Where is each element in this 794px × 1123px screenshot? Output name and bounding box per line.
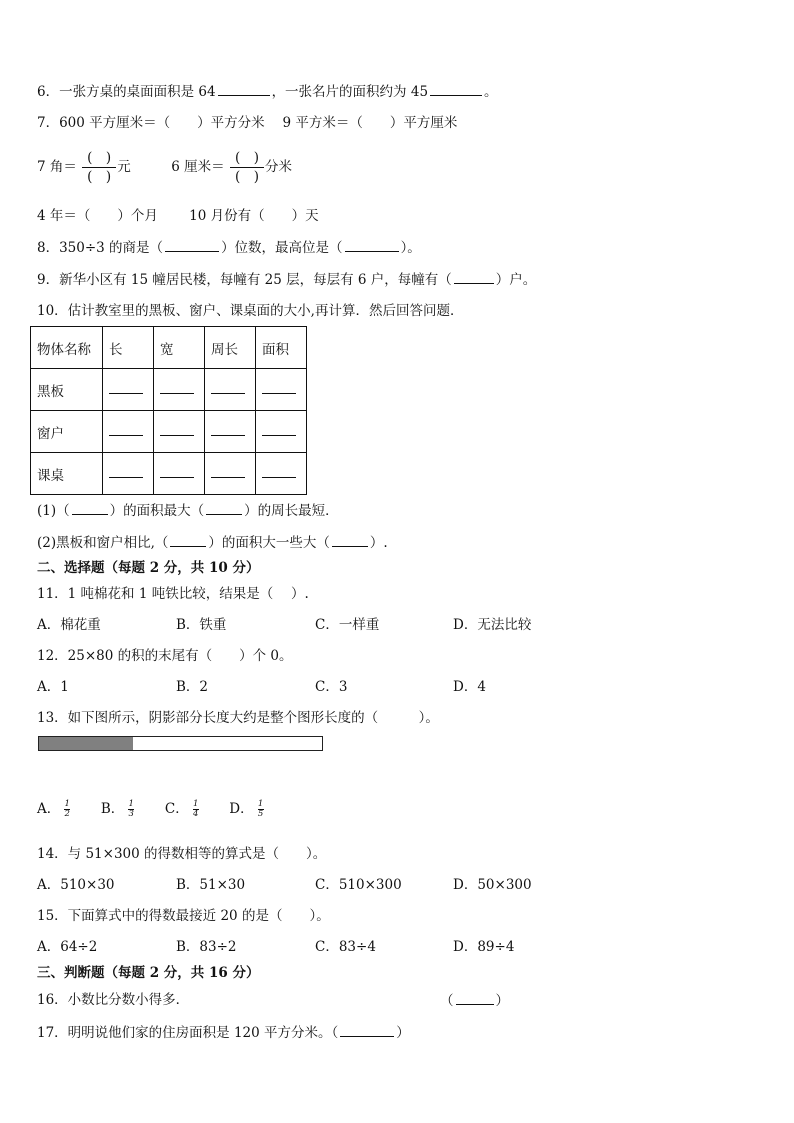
q6-blank-2[interactable]	[430, 81, 482, 96]
question-10-sub-2	[37, 532, 388, 553]
row-label: 课桌	[31, 453, 103, 495]
question-12: 12．25×80 的积的末尾有（ ）个 0。	[37, 648, 293, 664]
question-17	[37, 1022, 410, 1043]
answer-blank[interactable]	[109, 423, 143, 436]
q17-text-2: ）	[396, 1025, 410, 1041]
q12-option-b[interactable]: B．2	[176, 679, 209, 695]
option-fraction	[258, 800, 264, 819]
q10s1-text-3: ）的周长最短．	[244, 503, 339, 519]
question-7-line-2	[37, 149, 292, 186]
q13-option-d[interactable]	[229, 801, 263, 817]
q12-option-d[interactable]: D．4	[453, 679, 486, 695]
q11-option-d[interactable]: D．无法比较	[453, 617, 532, 633]
option-label: A．	[37, 801, 61, 817]
question-11: 11．1 吨棉花和 1 吨铁比较，结果是（ ）.	[37, 586, 309, 602]
q14-option-b[interactable]: B．51×30	[176, 877, 246, 893]
q11-option-c[interactable]: C．一样重	[315, 617, 380, 633]
q10s1-blank-2[interactable]	[206, 500, 242, 515]
answer-blank[interactable]	[211, 423, 245, 436]
shaded-portion	[39, 737, 133, 750]
q7-fraction-2	[230, 149, 264, 186]
fraction-denominator: 5	[257, 809, 264, 819]
fraction-denominator[interactable]: ( )	[234, 169, 259, 185]
question-8	[37, 237, 421, 258]
answer-blank[interactable]	[160, 465, 194, 478]
option-label: D．	[229, 801, 254, 817]
q10s1-text-2: ）的面积最大（	[109, 503, 205, 519]
q7-frac2-prefix: 6 厘米＝	[171, 159, 225, 175]
q13-option-c[interactable]	[165, 801, 199, 817]
fraction-numerator[interactable]: ( )	[87, 150, 112, 166]
q16-answer	[440, 990, 509, 1011]
question-10-sub-1	[37, 500, 339, 521]
question-14: 14．与 51×300 的得数相等的算式是（ ）。	[37, 846, 327, 862]
estimate-table	[30, 326, 307, 495]
fraction-numerator: 1	[64, 799, 70, 809]
table-row	[31, 369, 307, 411]
q17-text-1: 17．明明说他们家的住房面积是 120 平方分米。（	[37, 1025, 339, 1041]
q16-blank[interactable]	[456, 990, 494, 1005]
fraction-numerator[interactable]: ( )	[234, 150, 259, 166]
paren-close: ）	[495, 993, 509, 1009]
q10s2-text-2: ）的面积大一些大（	[208, 535, 330, 551]
table-row	[31, 453, 307, 495]
q7-frac2-suffix: 分米	[264, 159, 292, 175]
answer-blank[interactable]	[160, 423, 194, 436]
q15-option-a[interactable]: A．64÷2	[37, 939, 98, 955]
q15-option-b[interactable]: B．83÷2	[176, 939, 237, 955]
answer-blank[interactable]	[160, 381, 194, 394]
q12-option-a[interactable]: A．1	[37, 679, 69, 695]
answer-blank[interactable]	[211, 381, 245, 394]
q17-blank[interactable]	[340, 1022, 394, 1037]
q10s1-blank-1[interactable]	[72, 500, 108, 515]
question-9	[37, 269, 536, 290]
answer-blank[interactable]	[262, 423, 296, 436]
q11-option-a[interactable]: A．棉花重	[37, 617, 101, 633]
table-header-cell: 长	[103, 327, 154, 369]
q13-option-b[interactable]	[101, 801, 134, 817]
q14-option-d[interactable]: D．50×300	[453, 877, 532, 893]
fraction-denominator[interactable]: ( )	[87, 169, 112, 185]
section-heading-judge: 三、判断题（每题 2 分，共 16 分）	[37, 965, 260, 981]
question-6	[37, 81, 498, 102]
row-label: 窗户	[31, 411, 103, 453]
answer-blank[interactable]	[262, 381, 296, 394]
q8-text-2: ）位数，最高位是（	[221, 240, 343, 256]
q7-frac1-prefix: 7 角＝	[37, 159, 77, 175]
question-7-line-1: 7．600 平方厘米＝（ ）平方分米 9 平方米＝（ ）平方厘米	[37, 115, 458, 131]
q14-option-a[interactable]: A．510×30	[37, 877, 115, 893]
answer-blank[interactable]	[109, 381, 143, 394]
option-fraction	[128, 800, 134, 819]
option-label: B．	[100, 801, 125, 817]
q8-blank-2[interactable]	[345, 237, 399, 252]
answer-blank[interactable]	[262, 465, 296, 478]
option-fraction	[64, 800, 70, 819]
fraction-numerator: 1	[192, 799, 199, 809]
question-10: 10．估计教室里的黑板、窗户、课桌面的大小,再计算．然后回答问题．	[37, 303, 464, 319]
q8-blank-1[interactable]	[165, 237, 219, 252]
section-heading-choice: 二、选择题（每题 2 分，共 10 分）	[37, 560, 260, 576]
table-header-cell: 宽	[154, 327, 205, 369]
table-header-cell: 面积	[256, 327, 307, 369]
q15-option-d[interactable]: D．89÷4	[453, 939, 515, 955]
fraction-denominator: 2	[64, 809, 70, 819]
question-15: 15．下面算式中的得数最接近 20 的是（ ）。	[37, 908, 330, 924]
fraction-numerator: 1	[257, 799, 264, 809]
fraction-denominator: 4	[192, 809, 199, 819]
answer-blank[interactable]	[109, 465, 143, 478]
q10s1-text-1: (1)（	[37, 503, 70, 519]
q11-option-b[interactable]: B．铁重	[176, 617, 227, 633]
q8-text-3: ）。	[400, 240, 421, 256]
q10s2-text-3: ）.	[369, 535, 388, 551]
q10s2-blank-2[interactable]	[332, 532, 368, 547]
q6-blank-1[interactable]	[218, 81, 270, 96]
q8-text-1: 8．350÷3 的商是（	[37, 240, 164, 256]
option-label: C．	[164, 801, 189, 817]
row-label: 黑板	[31, 369, 103, 411]
q9-text-2: ）户。	[495, 272, 537, 288]
q10s2-blank-1[interactable]	[170, 532, 206, 547]
q9-text-1: 9．新华小区有 15 幢居民楼，每幢有 25 层，每层有 6 户，每幢有（	[37, 272, 452, 288]
q6-text-1: 6．一张方桌的桌面面积是 64	[37, 84, 216, 100]
question-7-line-3: 4 年＝（ ）个月 10 月份有（ ）天	[37, 208, 319, 224]
fraction-numerator: 1	[128, 799, 134, 809]
q15-option-c[interactable]: C．83÷4	[315, 939, 376, 955]
fraction-denominator: 3	[128, 809, 134, 819]
answer-blank[interactable]	[211, 465, 245, 478]
q10s2-text-1: (2)黑板和窗户相比,（	[37, 535, 169, 551]
table-row	[31, 411, 307, 453]
q7-frac1-suffix: 元	[117, 159, 131, 175]
table-header-cell: 物体名称	[31, 327, 103, 369]
q13-options	[37, 797, 264, 819]
option-fraction	[193, 800, 199, 819]
length-bar-figure	[38, 736, 323, 751]
q7-fraction-1	[82, 149, 116, 186]
paren-open: （	[440, 993, 454, 1009]
table-header-row	[31, 327, 307, 369]
q6-text-2: ，一张名片的面积约为 45	[271, 84, 429, 100]
q6-text-3: 。	[484, 84, 498, 100]
q14-option-c[interactable]: C．510×300	[315, 877, 402, 893]
question-16: 16．小数比分数小得多．	[37, 992, 190, 1008]
q9-blank[interactable]	[454, 269, 494, 284]
q13-option-a[interactable]	[37, 801, 70, 817]
q12-option-c[interactable]: C．3	[315, 679, 348, 695]
question-13: 13．如下图所示，阴影部分长度大约是整个图形长度的（ ）。	[37, 710, 439, 726]
table-header-cell: 周长	[205, 327, 256, 369]
